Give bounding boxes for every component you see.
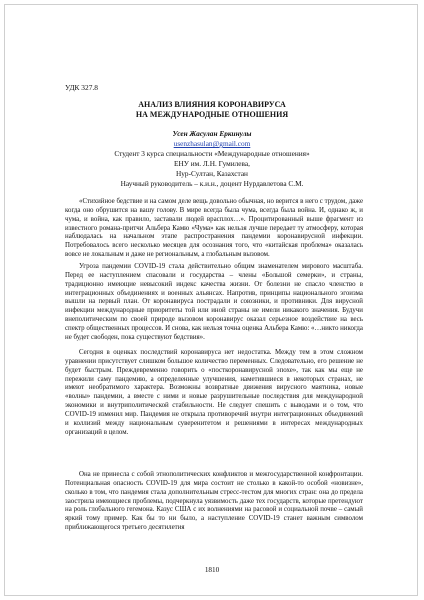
scientific-advisor: Научный руководитель – к.и.н., доцент Нурдавлетова С.М. [120,179,304,188]
author-email-link[interactable]: usenzhasulan@gmail.com [173,139,251,148]
author-city: Нур-Султан, Казахстан [176,169,248,178]
author-name: Усен Жасулан Еркинулы [172,129,252,138]
article-title-line-2: НА МЕЖДУНАРОДНЫЕ ОТНОШЕНИЯ [135,110,289,119]
author-university: ЕНУ им. Л.Н. Гумилева, [174,159,250,168]
body-paragraph-1: «Стихийное бедствие и на самом деле вещь довольно обычная, но верится в него с трудом, даже когда оно обрушится на вашу голову. В мире всегда была чума, всегда была война. И, однако ж, и чума, и война, как правило, заставали людей врасплох…». Процитированный выше фрагмент из известного романа-притчи Альбера Камю «Чума» как нельзя лучше передает ту атмосферу, которая наблюдалась на начальном этапе распространения пандемии коронавирусной инфекции. Потребовалось всего несколько месяцев для осознания того, что «китайская проблема» оказалась вовсе не локальным и даже не региональным, а глобальным вызовом. [65,198,363,259]
udk-code: УДК 327.8 [65,83,98,92]
body-paragraph-2: Угроза пандемии COVID-19 стала действительно общим знаменателем мирового масштаба. Перед ее наступлением спасовали и государства – члены «Большой семерки», и страны, традиционно имеющие невысокий индекс качества жизни. От болезни не спасло членство в интеграционных объединениях и военных альянсах. Напротив, принципы национального эгоизма вышли на первый план. От коронавируса пострадали и союзники, и противники. Для вирусной инфекции международные приоритеты той или иной страны не имели никакого значения. Будучи внеполитическим по своей природе вызовом коронавирус оказал серьезное воздействие на весь спектр общественных процессов. И снова, как нельзя точна оценка Альбера Камю: «…никто никогда не будет свободен, пока существуют бедствия». [65,263,363,341]
article-title-line-1: АНАЛИЗ ВЛИЯНИЯ КОРОНАВИРУСА [138,100,286,109]
body-paragraph-4: Она не принесла с собой этнополитических конфликтов и межгосударственной конфронтации. Потенциальная опасность COVID-19 для мира состоит не столько в какой-то особой «новизне», сколько в том, что пандемия стала дополнительным стресс-тестом для многих стран: она до предела заострила имеющиеся проблемы, подчеркнула уязвимость даже тех государств, которые претендуют на роль глобального гегемона. Казус США с их волнениями на расовой и социальной почве – самый яркий тому пример. Как бы то ни было, а наступление COVID-19 станет важным символом приближающегося третьего десятилетия [65,471,363,532]
page-number: 1810 [204,566,220,574]
body-paragraph-3: Сегодня в оценках последствий коронавируса нет недостатка. Между тем в этом сложном уравнении присутствует слишком большое количество переменных. Следовательно, его решение не будет быстрым. Преждевременно говорить о «посткоронавирусной эпохе», так как мы еще не пережили саму пандемию, а определенные улучшения, наметившиеся в некоторых странах, не имеют необратимого характера. Возможны возвратные движения вирусного маятника, новые «волны» пандемии, а вместе с ними и новые разрушительные последствия для международной экономики и внутриполитической стабильности. Не следует спешить с выводами и о том, что COVID-19 изменил мир. Пандемия не открыла противоречий внутри интеграционных объединений и коллизий между национальным суверенитетом и решениями в интересах международных организаций в целом. [65,349,363,436]
author-affiliation: Студент 3 курса специальности «Международные отношения» [114,149,310,158]
document-page [4,4,418,596]
author-email-line [45,139,379,149]
